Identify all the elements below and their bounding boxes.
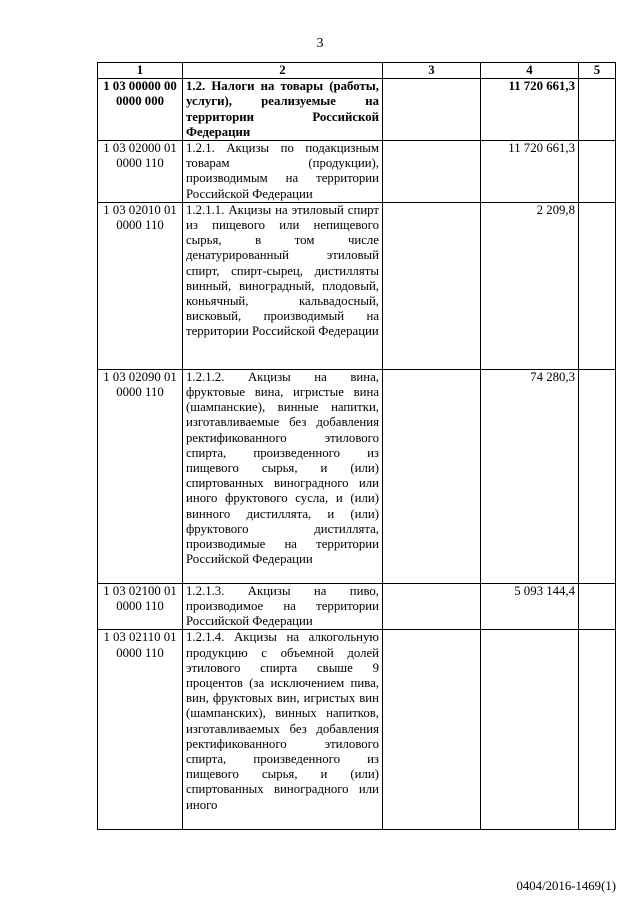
table-header-row: [98, 63, 616, 79]
row-amount: 74 280,3: [481, 369, 579, 583]
row-col5: [579, 583, 616, 630]
row-code: 1 03 02010 01 0000 110: [98, 202, 183, 369]
column-header: 1: [98, 63, 183, 79]
table-row: [98, 79, 616, 141]
row-col5: [579, 202, 616, 369]
row-name: 1.2.1.3. Акцизы на пиво, производимое на территории Российской Федерации: [183, 583, 383, 630]
page-number: 3: [316, 36, 324, 51]
row-col3: [383, 369, 481, 583]
row-amount: [481, 630, 579, 830]
row-name: 1.2.1.4. Акцизы на алкогольную продукцию с объемной долей этилового спирта свыше 9 процентов (за исключением пива, вин, фруктовых вин, игристых вин (шампанских), винных напитков, изготавливаемых без добавления ректификованного этилового спирта, произведенного из пищевого сырья, и (или) спиртованных виноградного или иного: [183, 630, 383, 830]
row-col5: [579, 141, 616, 203]
row-name: 1.2.1.1. Акцизы на этиловый спирт из пищевого или непищевого сырья, в том числе денатурированный этиловый спирт, спирт-сырец, дистилляты винный, виноградный, плодовый, коньячный, кальвадосный, висковый, производимый на территории Российской Федерации: [183, 202, 383, 369]
column-header: 5: [579, 63, 616, 79]
column-header: 3: [383, 63, 481, 79]
row-code: 1 03 02000 01 0000 110: [98, 141, 183, 203]
table-row: [98, 369, 616, 583]
row-amount: 5 093 144,4: [481, 583, 579, 630]
row-col3: [383, 630, 481, 830]
table-row: [98, 141, 616, 203]
row-amount: 2 209,8: [481, 202, 579, 369]
row-col3: [383, 202, 481, 369]
row-col5: [579, 630, 616, 830]
row-col3: [383, 79, 481, 141]
row-code: 1 03 02100 01 0000 110: [98, 583, 183, 630]
row-name: 1.2.1. Акцизы по подакцизным товарам (продукции), производимым на территории Российской Федерации: [183, 141, 383, 203]
row-code: 1 03 00000 00 0000 000: [98, 79, 183, 141]
row-name: 1.2. Налоги на товары (работы, услуги), реализуемые на территории Российской Федерации: [183, 79, 383, 141]
budget-table: [97, 62, 616, 830]
column-header: 2: [183, 63, 383, 79]
row-col5: [579, 369, 616, 583]
row-amount: 11 720 661,3: [481, 79, 579, 141]
column-header: 4: [481, 63, 579, 79]
row-col5: [579, 79, 616, 141]
table-row: [98, 630, 616, 830]
document-reference: 0404/2016-1469(1): [516, 879, 616, 893]
row-code: 1 03 02090 01 0000 110: [98, 369, 183, 583]
table-row: [98, 583, 616, 630]
row-name: 1.2.1.2. Акцизы на вина, фруктовые вина, игристые вина (шампанские), винные напитки, изготавливаемые без добавления ректификованного этилового спирта, произведенного из пищевого сырья, и (или) спиртованных виноградного или иного фруктового сусла, и (или) винного дистиллята, и (или) фруктового дистиллята, производимые на территории Российской Федерации: [183, 369, 383, 583]
row-col3: [383, 141, 481, 203]
table-row: [98, 202, 616, 369]
row-code: 1 03 02110 01 0000 110: [98, 630, 183, 830]
row-col3: [383, 583, 481, 630]
row-amount: 11 720 661,3: [481, 141, 579, 203]
